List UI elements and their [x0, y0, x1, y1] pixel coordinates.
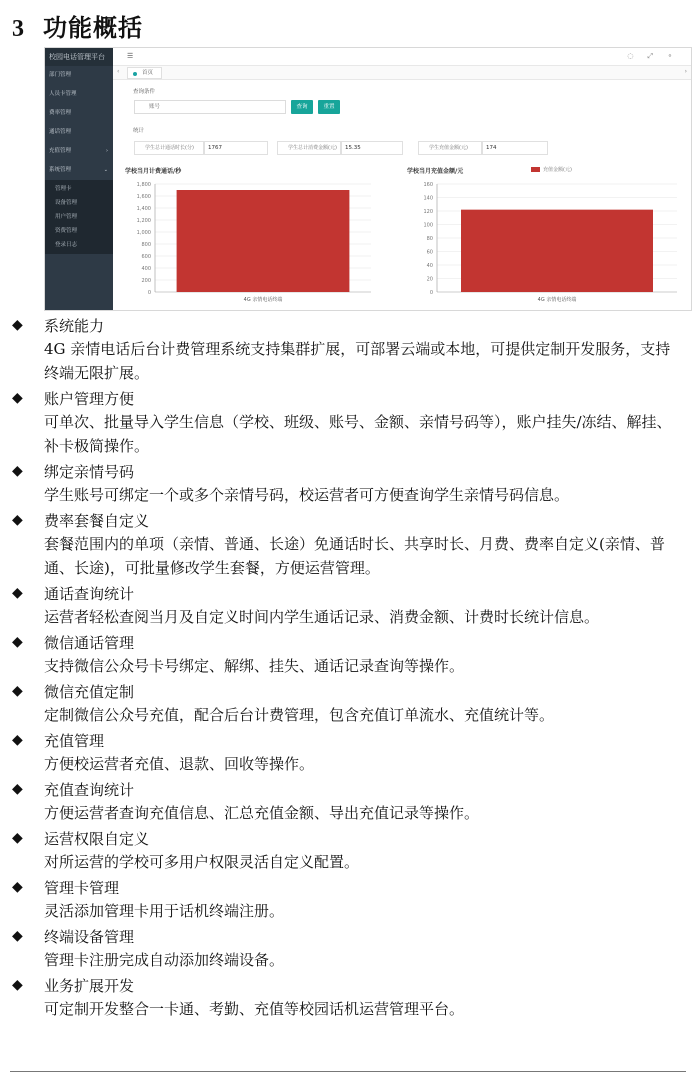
submenu-item[interactable]: 登录日志 — [55, 242, 78, 248]
diamond-bullet-icon: ◆ — [12, 830, 23, 846]
y-tick-label: 40 — [426, 263, 433, 269]
x-tick-label: 4G 亲情电话终端 — [243, 297, 283, 303]
sidebar-menu — [45, 66, 113, 180]
diamond-bullet-icon: ◆ — [12, 585, 23, 601]
feature-title: 微信通话管理 — [44, 634, 135, 652]
y-tick-label: 0 — [429, 290, 433, 296]
diamond-bullet-icon: ◆ — [12, 781, 23, 797]
footer-rule — [10, 1071, 686, 1072]
y-tick-label: 800 — [141, 242, 151, 248]
active-dot-icon — [133, 72, 137, 76]
feature-title: 终端设备管理 — [44, 928, 135, 946]
tabs-scroll-right-icon[interactable]: › — [684, 68, 687, 75]
sidebar-item-label: 费率管理 — [49, 110, 72, 116]
chart-bar — [461, 210, 653, 292]
feature-desc: 方便运营者查询充值信息、汇总充值金额、导出充值记录等操作。 — [44, 804, 480, 822]
submenu-item[interactable]: 管理卡 — [55, 186, 72, 192]
sidebar-item-label: 通话管理 — [49, 129, 72, 135]
y-tick-label: 600 — [141, 254, 151, 260]
chart-title: 学校当月计费通话/秒 — [125, 168, 182, 175]
stats-section-label: 统计 — [133, 128, 145, 134]
refresh-icon[interactable]: ◌ — [627, 52, 648, 60]
feature-desc: 支持微信公众号卡号绑定、解绑、挂失、通话记录查询等操作。 — [44, 657, 465, 675]
diamond-bullet-icon: ◆ — [12, 928, 23, 944]
legend-swatch — [531, 167, 540, 172]
tabs-bar — [113, 66, 691, 80]
section-heading — [12, 8, 143, 43]
search-button[interactable]: 查询 — [291, 100, 313, 114]
system-screenshot — [44, 47, 692, 311]
stat-label: 学生充值金额(元) — [418, 141, 482, 155]
sidebar-item-label: 人员卡管理 — [49, 91, 77, 97]
y-tick-label: 1,800 — [136, 182, 151, 188]
feature-desc: 可单次、批量导入学生信息（学校、班级、账号、金额、亲情号码等），账户挂失/冻结、解挂、补卡极简操作。 — [44, 413, 672, 455]
feature-item — [12, 976, 682, 1021]
feature-desc: 运营者轻松查阅当月及自定义时间内学生通话记录、消费金额、计费时长统计信息。 — [44, 608, 600, 626]
sidebar-item-system[interactable] — [45, 161, 113, 180]
feature-item — [12, 878, 682, 923]
diamond-bullet-icon: ◆ — [12, 317, 23, 333]
y-tick-label: 120 — [423, 209, 433, 215]
feature-item — [12, 584, 682, 629]
sidebar-item-calls[interactable] — [45, 123, 113, 142]
menu-toggle-icon[interactable]: ☰ — [127, 52, 134, 60]
y-tick-label: 1,200 — [136, 218, 151, 224]
reset-button[interactable]: 重置 — [318, 100, 340, 114]
y-tick-label: 100 — [423, 222, 433, 229]
sidebar — [45, 48, 113, 311]
feature-item — [12, 731, 682, 776]
stat-label: 学生总计消费金额(元) — [277, 141, 341, 155]
diamond-bullet-icon: ◆ — [12, 732, 23, 748]
feature-title: 系统能力 — [44, 317, 105, 335]
sidebar-item-cards[interactable] — [45, 85, 113, 104]
feature-item — [12, 682, 682, 727]
feature-title: 充值查询统计 — [44, 781, 135, 799]
feature-title: 运营权限自定义 — [44, 830, 150, 848]
sidebar-item-label: 充值管理 — [49, 148, 72, 154]
stat-value: 1767 — [204, 141, 268, 155]
feature-desc: 对所运营的学校可多用户权限灵活自定义配置。 — [44, 853, 360, 871]
app-brand: 校园电话管理平台 — [45, 48, 113, 66]
diamond-bullet-icon: ◆ — [12, 390, 23, 406]
sidebar-item-recharge[interactable] — [45, 142, 113, 161]
feature-desc: 灵活添加管理卡用于话机终端注册。 — [44, 902, 285, 920]
feature-item — [12, 462, 682, 507]
sidebar-submenu — [45, 180, 113, 254]
y-tick-label: 80 — [426, 236, 433, 242]
feature-item — [12, 780, 682, 825]
feature-item — [12, 316, 682, 385]
chevron-down-icon: ⌄ — [103, 167, 108, 173]
feature-title: 充值管理 — [44, 732, 105, 750]
chart-title: 学校当月充值金额/元 — [407, 168, 464, 175]
feature-title: 通话查询统计 — [44, 585, 135, 603]
stat-value: 174 — [482, 141, 548, 155]
stat-label: 学生总计通话时长(分) — [134, 141, 204, 155]
y-tick-label: 200 — [141, 278, 151, 284]
feature-title: 绑定亲情号码 — [44, 463, 135, 481]
feature-title: 费率套餐自定义 — [44, 512, 150, 530]
feature-item — [12, 927, 682, 972]
recharge-amount-chart — [397, 178, 687, 310]
feature-item — [12, 511, 682, 580]
submenu-item[interactable]: 资费管理 — [55, 228, 78, 234]
y-tick-label: 1,600 — [136, 194, 151, 200]
chevron-right-icon: › — [106, 148, 108, 154]
feature-desc: 学生账号可绑定一个或多个亲情号码，校运营者可方便查询学生亲情号码信息。 — [44, 486, 570, 504]
tab-home[interactable] — [127, 67, 162, 79]
toolbar-icons — [627, 52, 687, 61]
query-section-label: 查询条件 — [133, 89, 156, 95]
sidebar-item-dept[interactable] — [45, 66, 113, 85]
user-icon[interactable]: ⚬ — [667, 52, 687, 60]
y-tick-label: 20 — [426, 276, 433, 283]
account-search-input[interactable]: 账号 — [134, 100, 286, 114]
tabs-scroll-left-icon[interactable]: ‹ — [117, 68, 120, 75]
y-tick-label: 160 — [423, 182, 433, 188]
feature-title: 账户管理方便 — [44, 390, 135, 408]
feature-desc: 可定制开发整合一卡通、考勤、充值等校园话机运营管理平台。 — [44, 1000, 465, 1018]
top-bar — [113, 48, 691, 66]
legend-label: 充值金额(元) — [543, 167, 572, 173]
diamond-bullet-icon: ◆ — [12, 512, 23, 528]
diamond-bullet-icon: ◆ — [12, 683, 23, 699]
y-tick-label: 1,400 — [136, 206, 151, 212]
chart-legend — [531, 166, 572, 173]
sidebar-item-label: 系统管理 — [49, 167, 72, 173]
feature-item — [12, 829, 682, 874]
feature-item — [12, 633, 682, 678]
diamond-bullet-icon: ◆ — [12, 879, 23, 895]
section-number: 3 — [12, 16, 25, 42]
x-tick-label: 4G 亲情电话终端 — [537, 297, 577, 303]
y-tick-label: 0 — [147, 290, 151, 296]
y-tick-label: 400 — [141, 266, 151, 272]
fullscreen-icon[interactable]: ⤢ — [647, 52, 668, 60]
y-tick-label: 60 — [426, 249, 433, 256]
feature-desc: 定制微信公众号充值，配合后台计费管理，包含充值订单流水、充值统计等。 — [44, 706, 555, 724]
feature-desc: 方便校运营者充值、退款、回收等操作。 — [44, 755, 315, 773]
feature-title: 业务扩展开发 — [44, 977, 135, 995]
call-duration-chart — [115, 178, 381, 310]
diamond-bullet-icon: ◆ — [12, 977, 23, 993]
feature-desc: 套餐范围内的单项（亲情、普通、长途）免通话时长、共享时长、月费、费率自定义(亲情、普通、长途)，可批量修改学生套餐，方便运营管理。 — [44, 535, 665, 577]
y-tick-label: 140 — [423, 195, 433, 202]
feature-desc: 管理卡注册完成自动添加终端设备。 — [44, 951, 285, 969]
diamond-bullet-icon: ◆ — [12, 634, 23, 650]
tab-label: 首页 — [142, 70, 154, 76]
feature-item — [12, 389, 682, 458]
chart-bar — [177, 190, 350, 292]
y-tick-label: 1,000 — [136, 230, 151, 236]
sidebar-item-label: 部门管理 — [49, 72, 72, 78]
submenu-item[interactable]: 设备管理 — [55, 200, 78, 206]
stat-value: 15.35 — [341, 141, 403, 155]
submenu-item[interactable]: 用户管理 — [55, 214, 78, 220]
feature-desc: 4G 亲情电话后台计费管理系统支持集群扩展，可部署云端或本地，可提供定制开发服务，支持终端无限扩展。 — [44, 340, 671, 382]
feature-title: 管理卡管理 — [44, 879, 120, 897]
sidebar-item-rates[interactable] — [45, 104, 113, 123]
feature-title: 微信充值定制 — [44, 683, 135, 701]
diamond-bullet-icon: ◆ — [12, 463, 23, 479]
section-title: 功能概括 — [43, 14, 143, 42]
feature-list — [12, 316, 682, 1025]
